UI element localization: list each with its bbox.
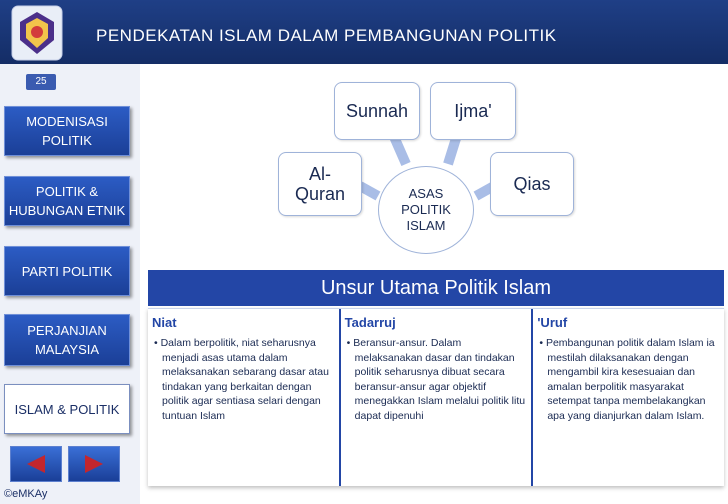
university-logo-icon bbox=[8, 4, 66, 62]
sidebar-item-label: MALAYSIA bbox=[34, 342, 100, 357]
node-label: Qias bbox=[513, 174, 551, 194]
sidebar-item-perjanjian-malaysia[interactable] bbox=[4, 314, 130, 366]
sidebar-item-politik-hubungan-etnik[interactable] bbox=[4, 176, 130, 226]
table-heading: Unsur Utama Politik Islam bbox=[148, 270, 724, 306]
column-text: • Dalam berpolitik, niat seharusnya menjadi asas utama dalam melaksanakan sebarang dasar atau tindakan yang berkaitan dengan politik agar sentiasa selari dengan tuntuan Islam bbox=[152, 336, 335, 424]
next-slide-button[interactable] bbox=[68, 446, 120, 482]
node-qias bbox=[490, 152, 574, 216]
sidebar-item-parti-politik[interactable] bbox=[4, 246, 130, 296]
previous-slide-button[interactable] bbox=[10, 446, 62, 482]
column-title: 'Uruf bbox=[537, 315, 568, 330]
slide-navigation bbox=[10, 446, 126, 482]
column-text: • Beransur-ansur. Dalam melaksanakan dasar dan tindakan politik seharusnya dibuat secara beransur-ansur agar objektif menegakkan Islam melalui politik litu dapat dipenuhi bbox=[345, 336, 528, 424]
sidebar-item-label: HUBUNGAN ETNIK bbox=[8, 203, 126, 218]
column-uruf bbox=[533, 309, 724, 486]
sidebar-item-label: PARTI POLITIK bbox=[21, 263, 113, 279]
node-label: Sunnah bbox=[345, 101, 409, 121]
left-triangle-icon bbox=[23, 453, 49, 475]
node-asas-politik-islam bbox=[378, 166, 474, 254]
header-bar bbox=[0, 0, 728, 64]
node-label: ASAS bbox=[408, 186, 444, 201]
sidebar-item-label: ISLAM & POLITIK bbox=[14, 401, 120, 417]
sidebar-item-islam-politik[interactable] bbox=[4, 384, 130, 434]
node-label: Quran bbox=[294, 184, 346, 204]
column-tadarruj bbox=[341, 309, 534, 486]
column-title: Tadarruj bbox=[344, 315, 396, 330]
node-ijma bbox=[430, 82, 516, 140]
sidebar-item-label: POLITIK bbox=[42, 133, 92, 148]
column-text: • Pembangunan politik dalam Islam ia mestilah dilaksanakan dengan mengambil kira kesesuaian dan amalan berpolitik masyarakat setempat tanpa membelakangkan apa yang dianjurkan dalam Islam. bbox=[537, 336, 720, 424]
node-label: Al- bbox=[309, 164, 331, 184]
principles-table bbox=[148, 308, 724, 486]
node-label: POLITIK bbox=[401, 202, 451, 217]
node-label: ISLAM bbox=[406, 218, 446, 233]
node-al-quran bbox=[278, 152, 362, 216]
slide-number-badge: 25 bbox=[26, 74, 56, 90]
copyright-text: ©eMKAy bbox=[4, 488, 48, 500]
column-niat bbox=[148, 309, 341, 486]
right-triangle-icon bbox=[81, 453, 107, 475]
sidebar-item-modenisasi-politik[interactable] bbox=[4, 106, 130, 156]
node-sunnah bbox=[334, 82, 420, 140]
sidebar-item-label: MODENISASI bbox=[26, 114, 108, 129]
column-title: Niat bbox=[152, 315, 177, 330]
sidebar-item-label: PERJANJIAN bbox=[27, 323, 107, 338]
node-label: Ijma' bbox=[454, 101, 492, 121]
connector-quran bbox=[360, 186, 378, 196]
sidebar-item-label: POLITIK & bbox=[35, 184, 99, 199]
page-title: PENDEKATAN ISLAM DALAM PEMBANGUNAN POLITIK bbox=[96, 26, 557, 45]
